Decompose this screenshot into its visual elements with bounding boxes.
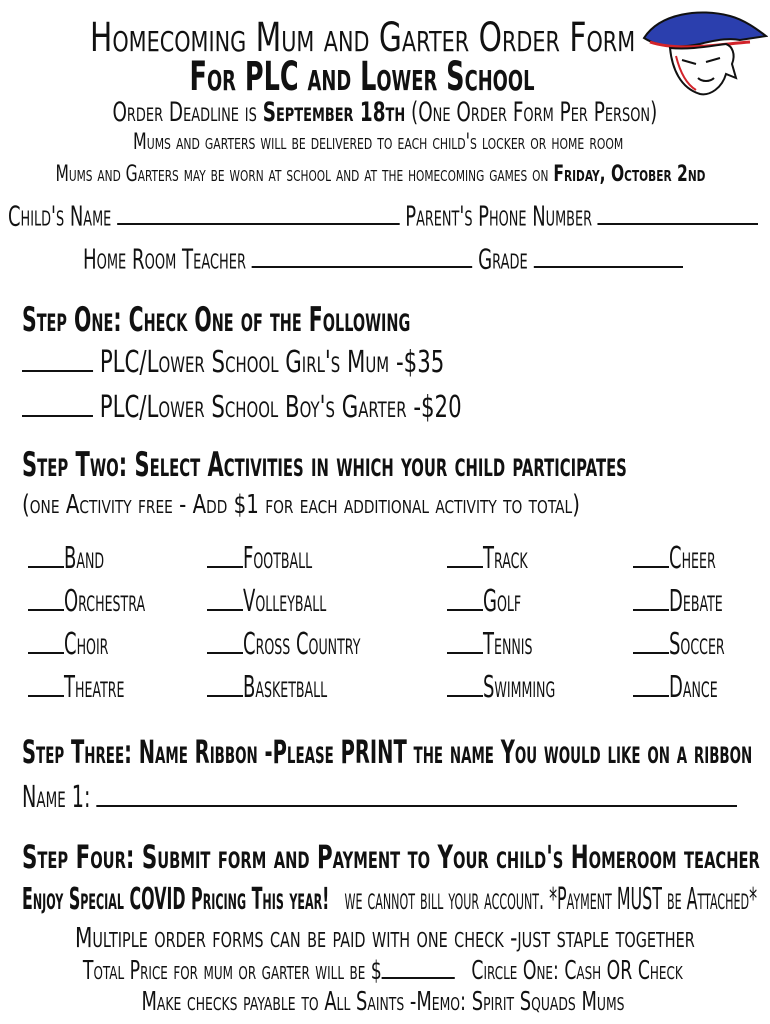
form-subtitle: For PLC and Lower School (189, 54, 535, 100)
checkbox-blank[interactable] (207, 585, 243, 611)
activity-label: Golf (483, 584, 522, 619)
parent-phone-field[interactable] (598, 201, 759, 225)
step-three-heading: Step Three: Name Ribbon -Please PRINT the name You would like on a ribbon (22, 733, 753, 771)
grade-label: Grade (478, 241, 528, 275)
activity-dance[interactable] (633, 671, 718, 703)
worn-note-prefix: Mums and Garters may be worn at school and at the homecoming games on (54, 162, 548, 187)
activity-choir[interactable] (28, 628, 108, 660)
activity-basketball[interactable] (207, 671, 327, 703)
total-price-line (83, 956, 683, 984)
option-boys-garter[interactable] (22, 391, 462, 423)
patriot-mascot-logo-icon (640, 8, 768, 98)
payable-note: Make checks payable to All Saints -Memo: Spirit Squads Mums (141, 987, 625, 1017)
checkbox-blank[interactable] (22, 346, 93, 372)
activity-label: Debate (669, 584, 723, 619)
checkbox-blank[interactable] (447, 671, 483, 697)
step-one-heading: Step One: Check One of the Following (22, 300, 411, 340)
step-two-heading: Step Two: Select Activities in which your child participates (22, 445, 627, 485)
activity-soccer[interactable] (633, 628, 725, 660)
activity-label: Football (243, 541, 313, 576)
activity-label: Soccer (669, 627, 725, 662)
activity-label: Volleyball (243, 584, 327, 619)
child-name-field[interactable] (117, 201, 400, 225)
homeroom-row (83, 241, 683, 275)
checkbox-blank[interactable] (207, 671, 243, 697)
option-label: PLC/Lower School Boy's Garter -$20 (99, 390, 462, 425)
activity-track[interactable] (447, 542, 528, 574)
deadline-date: September 18th (262, 96, 406, 128)
delivery-note: Mums and garters will be delivered to each child's locker or home room (133, 130, 624, 155)
checkbox-blank[interactable] (447, 585, 483, 611)
activity-volleyball[interactable] (207, 585, 326, 617)
checkbox-blank[interactable] (28, 585, 64, 611)
total-price-label: Total Price for mum or garter will be $ (82, 955, 382, 986)
homeroom-teacher-label: Home Room Teacher (83, 241, 247, 275)
activity-swimming[interactable] (447, 671, 555, 703)
activity-label: Cross Country (243, 627, 361, 662)
checkbox-blank[interactable] (207, 628, 243, 654)
ribbon-name-row (22, 781, 737, 813)
activity-cross-country[interactable] (207, 628, 360, 660)
worn-note-date: Friday, October 2nd (552, 162, 705, 187)
activity-label: Band (64, 541, 105, 576)
checkbox-blank[interactable] (22, 391, 93, 417)
parent-phone-label: Parent's Phone Number (405, 198, 593, 232)
payment-method-choice: Circle One: Cash OR Check (471, 955, 683, 986)
activity-band[interactable] (28, 542, 104, 574)
grade-field[interactable] (534, 244, 683, 268)
multiple-forms-note: Multiple order forms can be paid with one check -just staple together (74, 921, 695, 954)
activity-orchestra[interactable] (28, 585, 145, 617)
checkbox-blank[interactable] (633, 628, 669, 654)
name-1-field[interactable] (97, 781, 738, 807)
activity-golf[interactable] (447, 585, 521, 617)
checkbox-blank[interactable] (633, 671, 669, 697)
checkbox-blank[interactable] (28, 542, 64, 568)
activity-label: Theatre (64, 670, 125, 705)
deadline-prefix: Order Deadline is (112, 96, 257, 128)
name-1-label: Name 1: (22, 780, 91, 815)
activity-label: Choir (64, 627, 109, 662)
payment-line (22, 882, 758, 917)
option-girls-mum[interactable] (22, 346, 444, 378)
checkbox-blank[interactable] (633, 585, 669, 611)
option-label: PLC/Lower School Girl's Mum -$35 (99, 345, 445, 380)
checkbox-blank[interactable] (28, 628, 64, 654)
checkbox-blank[interactable] (207, 542, 243, 568)
checkbox-blank[interactable] (447, 542, 483, 568)
activity-tennis[interactable] (447, 628, 533, 660)
child-name-label: Child's Name (8, 198, 112, 232)
activity-label: Basketball (243, 670, 328, 705)
activity-label: Cheer (669, 541, 716, 576)
activity-football[interactable] (207, 542, 312, 574)
covid-pricing-note: Enjoy Special COVID Pricing This year! (22, 882, 330, 917)
checkbox-blank[interactable] (633, 542, 669, 568)
step-two-note: (one Activity free - Add $1 for each additional activity to total) (22, 490, 580, 520)
child-info-row (8, 198, 758, 232)
checkbox-blank[interactable] (447, 628, 483, 654)
activity-label: Track (483, 541, 528, 576)
activity-label: Dance (669, 670, 718, 705)
step-four-heading: Step Four: Submit form and Payment to Your child's Homeroom teacher (22, 838, 760, 876)
homeroom-teacher-field[interactable] (252, 244, 473, 268)
checkbox-blank[interactable] (28, 671, 64, 697)
worn-note (55, 164, 705, 186)
activity-label: Orchestra (64, 584, 146, 619)
activity-cheer[interactable] (633, 542, 716, 574)
activity-debate[interactable] (633, 585, 723, 617)
total-price-field[interactable] (382, 956, 455, 979)
activity-label: Swimming (483, 670, 556, 705)
form-title: Homecoming Mum and Garter Order Form (89, 15, 635, 61)
activity-label: Tennis (483, 627, 533, 662)
deadline-line (112, 96, 658, 128)
activity-theatre[interactable] (28, 671, 124, 703)
billing-note: we cannot bill your account. *Payment MUST be Attached* (344, 882, 758, 917)
deadline-suffix: (One Order Form Per Person) (411, 96, 658, 128)
